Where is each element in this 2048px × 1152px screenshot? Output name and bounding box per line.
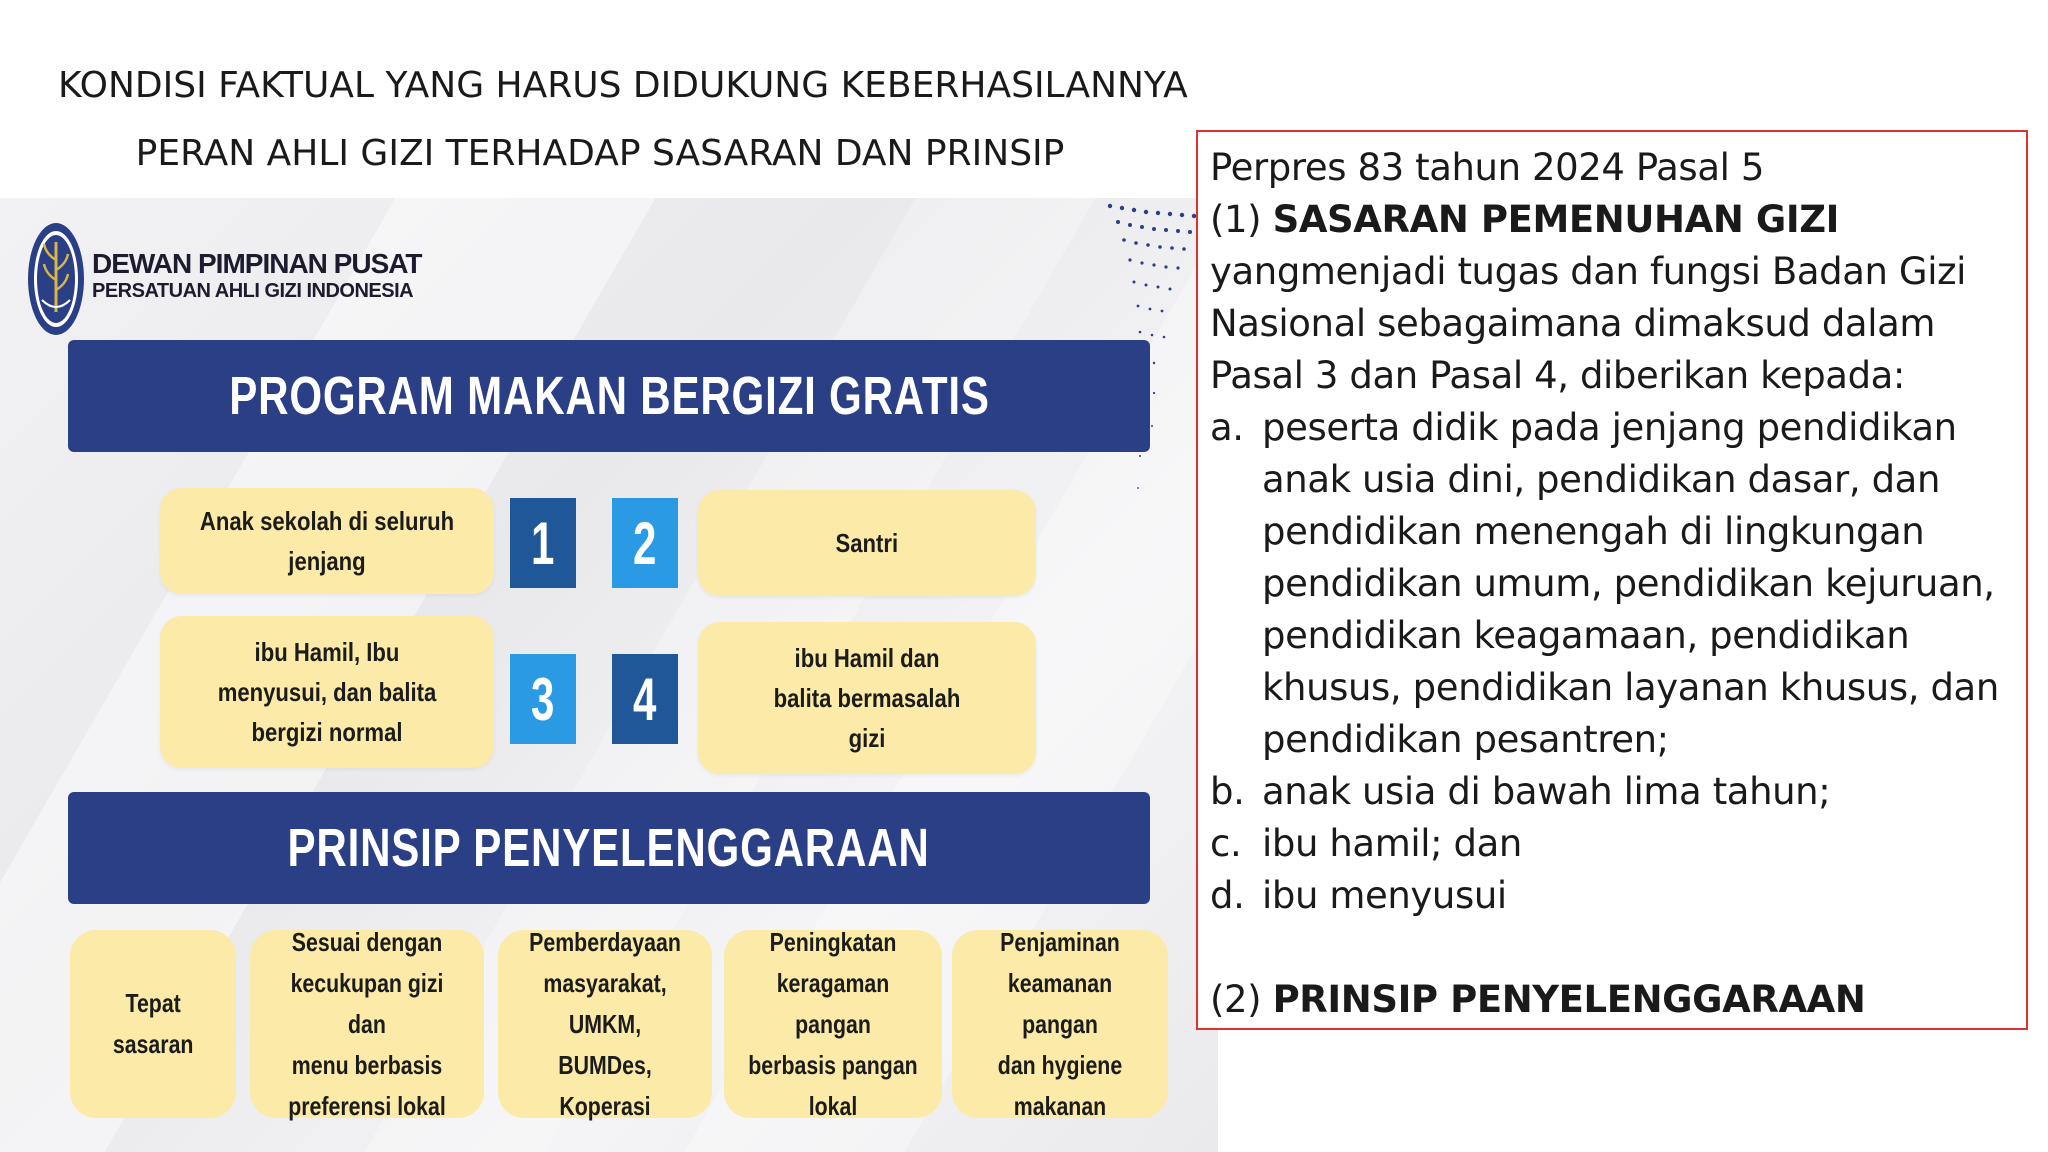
list-item-text: anak usia di bawah lima tahun; [1262,770,1831,813]
section-1-body: yangmenjadi tugas dan fungsi Badan Gizi Nasional sebagaimana dimaksud dalam Pasal 3 dan Pasal 4, diberikan kepada: [1210,250,1966,397]
org-name: DEWAN PIMPINAN PUSAT [92,248,422,279]
principle-card-1 [70,930,236,1118]
section-1-prefix: (1) [1210,198,1273,241]
target-card-1 [160,488,494,594]
principle-label-2: Sesuai dengan kecukupan gizi dan menu berbasis preferensi lokal [288,926,446,1121]
target-number-3-text: 3 [531,665,555,733]
principle-card-4 [724,926,942,1121]
principle-card-5 [952,926,1168,1121]
section-1-heading [1210,194,2030,246]
target-card-2 [698,490,1036,596]
list-item [1210,766,2030,818]
principle-label-4: Peningkatan keragaman pangan berbasis pangan lokal [748,926,918,1121]
title-line-2: PERAN AHLI GIZI TERHADAP SASARAN DAN PRINSIP [135,133,1065,174]
list-marker: d. [1210,874,1245,917]
section-1-title: SASARAN PEMENUHAN GIZI [1272,198,1839,241]
principle-banner [68,792,1150,904]
program-banner-label: PROGRAM MAKAN BERGIZI GRATIS [228,366,990,426]
list-item-text: ibu hamil; dan [1262,822,1522,865]
target-card-4 [698,622,1036,774]
list-item [1210,818,2030,870]
target-number-4 [612,654,678,744]
section-2-title: PRINSIP PENYELENGGARAAN [1272,978,1866,1021]
list-marker: a. [1210,406,1244,449]
section-2-heading [1210,974,2030,1026]
target-number-2 [612,498,678,588]
list-item-text: peserta didik pada jenjang pendidikan anak usia dini, pendidikan dasar, dan pendidikan menengah di lingkungan pendidikan umum, pendidikan kejuruan, pendidikan keagamaan, pendidikan khusus, pendidikan layanan khusus, dan pendidikan pesantren; [1262,406,1999,761]
target-number-3 [510,654,576,744]
principle-label-5: Penjaminan keamanan pangan dan hygiene makanan [997,926,1123,1121]
target-number-1-text: 1 [531,509,555,577]
org-subname: PERSATUAN AHLI GIZI INDONESIA [92,280,414,302]
list-item-text: ibu menyusui [1262,874,1507,917]
section-2-prefix: (2) [1210,978,1273,1021]
persagi-logo-icon [26,220,86,338]
list-item [1210,870,2030,922]
spacer [1210,922,2030,974]
principle-label-3: Pemberdayaan masyarakat, UMKM, BUMDes, Koperasi [529,926,681,1121]
title-line-1: KONDISI FAKTUAL YANG HARUS DIDUKUNG KEBERHASILANNYA [58,65,1188,106]
regulation-heading: Perpres 83 tahun 2024 Pasal 5 [1210,146,1764,189]
target-number-1 [510,498,576,588]
list-marker: c. [1210,822,1242,865]
list-item [1210,402,2030,766]
principle-card-3 [498,926,712,1121]
target-list [1210,402,2030,922]
principle-card-2 [250,926,484,1121]
principle-label-1: Tepat sasaran [112,988,194,1059]
target-label-3: ibu Hamil, Ibu menyusui, dan balita bergizi normal [217,637,437,747]
infographic-image [0,198,1218,1152]
program-banner [68,340,1150,452]
regulation-text [1210,142,2030,1026]
principle-banner-label: PRINSIP PENYELENGGARAAN [287,818,931,878]
target-label-4: ibu Hamil dan balita bermasalah gizi [773,643,961,753]
target-number-4-text: 4 [633,665,657,733]
target-number-2-text: 2 [633,509,657,577]
list-marker: b. [1210,770,1245,813]
target-label-2: Santri [835,528,899,558]
target-label-1: Anak sekolah di seluruh jenjang [199,506,455,576]
target-card-3 [160,616,494,768]
